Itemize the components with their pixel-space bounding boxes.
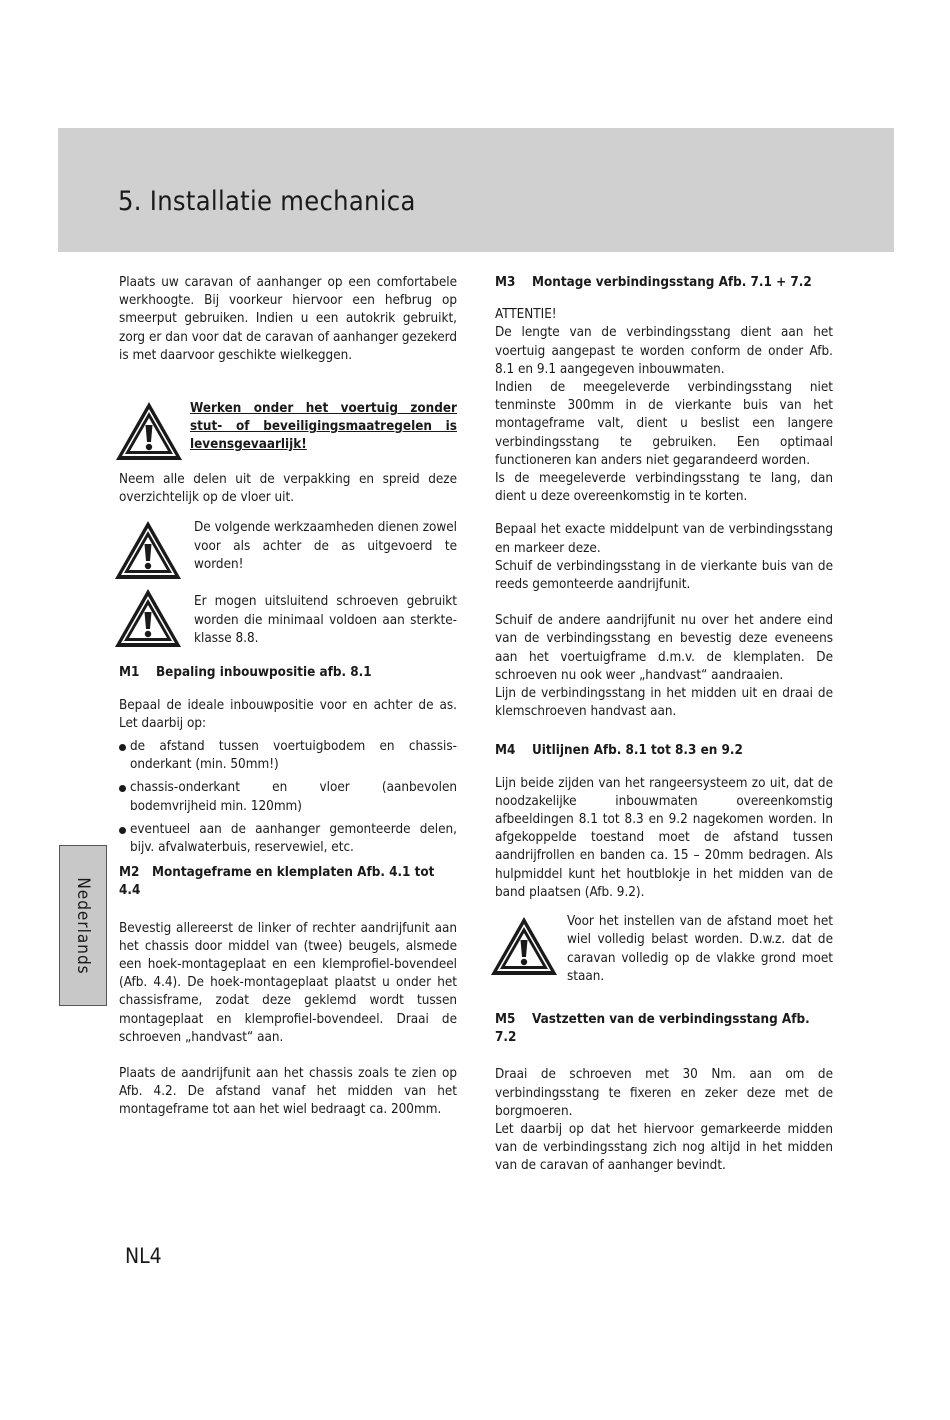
m3-paragraph-1: De lengte van de verbindingsstang dient aan het voertuig aangepast te worden conform de onder Afb. 8.1 en 9.1 aangegeven inbouwmaten. <box>495 325 833 377</box>
bullet-dot-icon <box>119 827 126 834</box>
warning-triangle-icon <box>113 519 183 581</box>
language-tab-label: Nederlands <box>73 876 93 975</box>
page-title: 5. Installatie mechanica <box>118 186 416 217</box>
bullet-dot-icon <box>119 785 126 792</box>
header-band <box>58 128 894 252</box>
m2-paragraph-1: Bevestig allereerst de linker of rechter aandrijfunit aan het chassis door middel van (twee) beugels, alsmede een hoek-montageplaat en een klemprofiel-bovendeel (Afb. 4.4). De hoek-montageplaat plaatst u onder het chassisframe, zodat deze geklemd wordt tussen montageplaat en klemprofiel-bovendeel. Draai de schroeven „handvast“ aan. <box>119 920 457 1045</box>
warning-triangle-icon <box>113 587 183 649</box>
m2-paragraph-2: Plaats de aandrijfunit aan het chassis zoals te zien op Afb. 4.2. De afstand vanaf het midden van het montageframe tot aan het wiel bedraagt ca. 200mm. <box>119 1066 457 1118</box>
m3-paragraph-5: Schuif de verbindingsstang in de vierkante buis van de reeds gemonteerde aandrijfunit. <box>495 558 833 593</box>
warning-block-3 <box>119 587 457 649</box>
section-heading-m4 <box>495 742 833 760</box>
intro-paragraph: Plaats uw caravan of aanhanger op een comfortabele werkhoogte. Bij voorkeur hiervoor een hefbrug op smeerput gebruiken. Indien u een autokrik gebruikt, zorg er dan voor dat de caravan of aanhanger gezekerd is met daarvoor geschikte wielkeggen. <box>119 275 457 363</box>
left-column <box>119 274 457 1120</box>
section-heading-m2 <box>119 864 457 900</box>
section-title: Vastzetten van de verbindingsstang Afb. 7.2 <box>495 1011 810 1046</box>
m1-paragraph: Bepaal de ideale inbouwpositie voor en achter de as. Let daarbij op: <box>119 697 457 731</box>
attention-label: ATTENTIE! <box>495 307 557 323</box>
section-heading-m5 <box>495 1011 833 1047</box>
section-code: M3 <box>495 275 516 290</box>
m4-paragraph: Lijn beide zijden van het rangeersysteem zo uit, dat de noodzakelijke inbouwmaten overeenkomstig afbeeldingen 8.1 tot 8.3 en 9.2 nagekomen worden. In afgekoppelde toestand moet de afstand tussen aandrijfrollen en banden ca. 15 – 20mm bedragen. Als hulpmiddel kunt het houtblokje in het midden van de band plaatsen (Afb. 9.2). <box>495 775 833 900</box>
section-heading-m1 <box>119 664 457 682</box>
m5-paragraph-1: Draai de schroeven met 30 Nm. aan om de verbindingsstang te fixeren en zeker deze met de borgmoeren. <box>495 1067 833 1119</box>
warning-block-2 <box>119 519 457 581</box>
m5-paragraph-2: Let daarbij op dat het hiervoor gemarkeerde midden van de verbindingsstang zich nog altijd in het midden van de caravan of aanhanger bevindt. <box>495 1121 833 1174</box>
section-code: M2 <box>119 865 140 881</box>
section-title: Bepaling inbouwpositie afb. 8.1 <box>156 665 372 681</box>
list-item: eventueel aan de aanhanger gemonteerde delen, bijv. afvalwaterbuis, reservewiel, etc. <box>119 821 457 857</box>
page-number: NL4 <box>125 1244 162 1268</box>
bullet-dot-icon <box>119 744 126 751</box>
list-item: chassis-onderkant en vloer (aanbevolen bodemvrijheid min. 120mm) <box>119 779 457 815</box>
section-code: M4 <box>495 743 516 759</box>
warning-text-both-sides: De volgende werkzaamheden dienen zowel voor als achter de as uitgevoerd te worden! <box>194 520 457 572</box>
section-title: Uitlijnen Afb. 8.1 tot 8.3 en 9.2 <box>532 743 743 759</box>
warning-block-1 <box>119 400 457 462</box>
section-code: M5 <box>495 1011 516 1027</box>
m3-paragraph-7: Lijn de verbindingsstang in het midden uit en draai de klemschroeven handvast aan. <box>495 686 833 720</box>
m1-bullet-list <box>119 738 457 857</box>
warning-text-screws: Er mogen uitsluitend schroeven gebruikt worden die minimaal voldoen aan sterkte- klasse 8.8. <box>194 594 457 646</box>
unpack-paragraph: Neem alle delen uit de verpakking en spreid deze overzichtelijk op de vloer uit. <box>119 472 457 506</box>
section-title: Montage verbindingsstang Afb. 7.1 + 7.2 <box>532 275 812 290</box>
warning-triangle-icon <box>114 400 184 462</box>
m3-paragraph-6: Schuif de andere aandrijfunit nu over het andere eind van de verbindingsstang en bevestig deze eveneens aan het voertuigframe d.m.v. de klemplaten. De schroeven nu ook weer „handvast“ aandraaien. <box>495 613 833 683</box>
language-side-tab[interactable] <box>59 845 107 1006</box>
warning-text-wheel-load: Voor het instellen van de afstand moet het wiel volledig belast worden. D.w.z. dat de caravan volledig op de vlakke grond moet staan. <box>567 914 833 984</box>
warning-triangle-icon <box>489 915 559 977</box>
section-heading-m3 <box>495 274 833 292</box>
right-column <box>495 274 833 1176</box>
list-item: de afstand tussen voertuigbodem en chassis- onderkant (min. 50mm!) <box>119 738 457 774</box>
warning-block-4 <box>495 913 833 986</box>
m3-paragraph-2: Indien de meegeleverde verbindingsstang niet tenminste 300mm in de vierkante buis van het montageframe valt, dient u beslist een langere verbindingsstang te gebruiken. Een optimaal functioneren kan anders niet gegarandeerd worden. <box>495 380 833 468</box>
m3-paragraph-4: Bepaal het exacte middelpunt van de verbindingsstang en markeer deze. <box>495 522 833 556</box>
section-code: M1 <box>119 665 140 681</box>
warning-text-life-danger: Werken onder het voertuig zonder stut- of beveiligingsmaatregelen is levensgevaarlijk! <box>190 401 457 453</box>
section-title: Montageframe en klemplaten Afb. 4.1 tot 4.4 <box>119 865 435 899</box>
m3-paragraph-3: Is de meegeleverde verbindingsstang te lang, dan dient u deze overeenkomstig in te korten. <box>495 471 833 505</box>
